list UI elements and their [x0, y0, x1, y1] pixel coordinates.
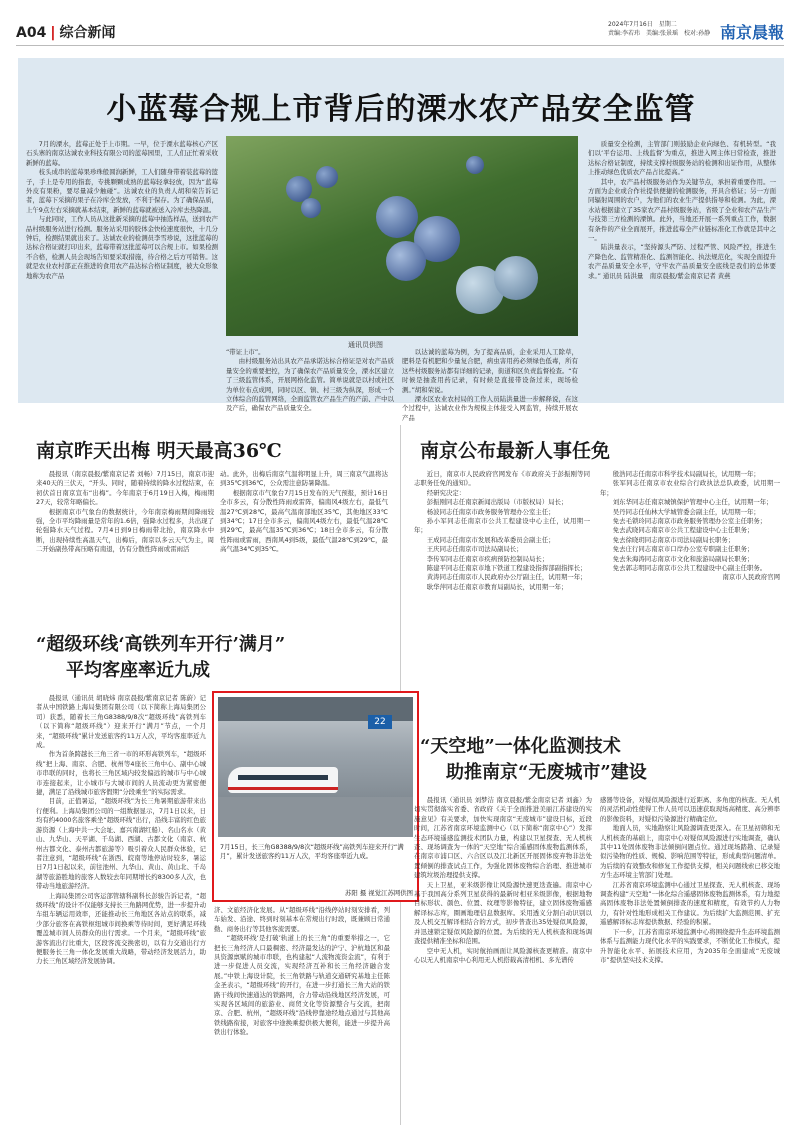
paragraph: 耿华萍同志任南京市教育局副局长，试用期一年；	[426, 582, 568, 591]
paragraph: 陈建平同志任南京市地下铁道工程建设指挥部副指挥长；	[426, 564, 587, 573]
paragraph: 彭振刚同志任南京新闻出版局（市版权局）局长；	[426, 498, 568, 507]
paragraph: 空中无人机，实时航拍画面让风险源核查更精准。南京中心以无人机南京中心利用无人机搭载高清相机、多光谱传	[414, 946, 592, 964]
tiankongdi-headline-line-1: “天空地”一体化监测技术	[420, 736, 621, 757]
berry-shape	[316, 166, 338, 188]
paragraph: 免去武晓同志南京市公共工程建设中心主任职务；	[612, 526, 754, 535]
paragraph: 王成同志任南京市发展和改革委员会副主任；	[426, 535, 555, 544]
railway-column-1	[36, 694, 206, 1124]
paragraph: 与此同时，工作人员从这批新采摘的蓝莓中抽选样品，送到农产品村级服务站进行检测。服务站采用的胶体金快检速度很快，十几分钟后，检测结果就出来了。达诚农业的检测员李雪珍说，这批蓝莓的达标合格证就打印出来，蓝莓带着这批蓝莓可以合规上市。如果检测不合格，检测人员会现场告知要采取措施，待合格之后方可销售。这就是农业农村部正在推进的食用农产品达标合格证制度，被大众形象地称为农产品	[26, 215, 218, 280]
railway-headline-line-1: “超级环线‘高铁列车开行’满月”	[36, 634, 286, 655]
paragraph: 地面人员，实地勘察让风险源调查更深入。在卫星初筛和无人机核查的基础上，南京中心对疑似风险源进行实地调查，确认其中11处固体废物非法倾倒问题点位。通过现场踏勘、记录疑似污染物的性质、规模、影响范围等特征，形成典型问题清单。为后续的有效整改和修复工作提供支撑，相关问题线索已移交地方生态环境主管部门处理。	[600, 824, 780, 880]
page-header	[16, 18, 784, 46]
paragraph: 济、文旅经济化发展。从“超级环线”沿线停站时刻安排看，列车始发、沿途、终到时刻基本在常规出行时段，既兼顾日常通勤、商务出行等其他客流需要。	[214, 906, 390, 933]
train-photo	[218, 697, 413, 837]
paragraph: 杨波同志任南京市政务服务管理办公室主任；	[426, 507, 555, 516]
platform-sign: 22	[368, 715, 392, 729]
tiankongdi-column-2	[600, 796, 780, 1126]
train-window	[238, 775, 328, 780]
paragraph: 晨报讯（通讯员 胡晓炜 南京晨报/紫南京记者 陈蔚）记者从中国铁路上海局集团有限公司（以下简称上海局集团公司）获悉，随着长三角G8388/9/8次“超级环线”高铁列车（以下简称“超级环线”）迎来开行“满月”节点，一个月来，“超级环线”累计发送旅客约11万人次，平均客座率近九成。	[36, 694, 206, 750]
feature-article	[18, 58, 784, 422]
paragraph: 王庆同志任南京市司法局副局长；	[426, 545, 523, 554]
paragraph: 免去朱海涛同志南京市文化和旅游局副局长职务；	[612, 554, 754, 563]
appointments-column-2	[600, 470, 780, 706]
page-number: A04	[16, 25, 47, 41]
paragraph: 天上卫星，亚米级影像让风险源快速更迭查遍。南京中心基于我国高分系列卫星获得的最新时相亚米级影像，根据地物目标形状、颜色、位置、纹理等影像特征，建立固体废物遥感解译标志库，圈画地理信息数据库。采用透义分割自动识别以及人机交互解译相结合的方式，初步普查出35处疑似风险源，并迅速锁定疑似风险源的位置。为后续的无人机核查和现场调查提供精准坐标和范围。	[414, 880, 592, 946]
berry-shape	[466, 156, 484, 174]
paragraph: 殷浩同志任南京市科学技术局副局长，试用期一年；	[612, 470, 760, 478]
paragraph: 免去郭志明同志南京市公共工程建设中心副主任职务。	[612, 564, 767, 573]
paragraph: 张军同志任南京市农业综合行政执法总队政委，试用期一年；	[600, 479, 780, 497]
paragraph: 7月的溧水，蓝莓正处于上市期。一早，位于溧水蓝莓核心产区石头寨的南京达诚农业科技有限公司的蓝莓园里，工人们正忙着采收新鲜的蓝莓。	[26, 140, 218, 167]
tiankongdi-column-1	[414, 796, 592, 1126]
paragraph: 晨报讯（南京晨报/紫南京记者 刘畅）7月15日，南京市迎来40天的三伏天，“开头、同时，随着持续的降水过程结束，在初伏首日南京宣布“出梅”。今年南京于6月19日入梅，梅雨期27天，较常年略偏长。	[36, 470, 214, 507]
page-section-label	[16, 22, 115, 42]
paragraph: 根据南京市气象台7月15日发布的天气预报，预计16日全市多云，有分散性阵雨或雷阵，偏南风4级左右，最低气温27℃到28℃，最高气温南部地区35℃，其他地区33℃到34℃；17日全市多云，偏南风4级左右，最低气温28℃到29℃，最高气温35℃到36℃；18日全市多云，有分散性阵雨或雷雨，西南风4到5级，最低气温28℃到29℃，最高气温34℃到35℃。	[220, 488, 388, 554]
feature-column-4	[588, 140, 776, 398]
paragraph: 质量安全检测，主管部门则鼓励企业向绿色、有机转型。“我们以‘平台运用、上线监督’为重点，推进入网主体日常检查，推进达标合格证制度，持续支撑村级服务站的检测和出证作用，从整体上推动绿色优质农产品占比提高。”	[588, 140, 776, 177]
appointments-headline: 南京公布最新人事任免	[420, 440, 611, 462]
paragraph: 感器等设备，对疑似风险源进行近距离、多角度的核查。无人机的灵活机动性使得工作人员可以迅速获取现场高精度、高分辨率的影像资料，对疑似污染源进行精确定位。	[600, 796, 780, 823]
berry-shape	[494, 256, 538, 300]
paragraph: 动。此外，出梅后南京气温将明显上升，周三南京气温将达到35℃到36℃，公众需注意防暑降温。	[220, 470, 388, 488]
weather-column-2	[220, 470, 388, 600]
paragraph: “带证上市”。	[226, 348, 265, 356]
paragraph: 其中，农产品村级服务站作为关键节点，承担着重要作用。一方面为企业或合作社提供便捷的检测服务，开具合格证；另一方面同辐射周围的农户，为他们的农业生产提供指导和检测。为此，溧水站根据建立了35家农产品村级服务站，省级了全业和农产品生产与技第三方检测的溧镇。此外，当地还开展一系列重点工作，数据有条件的产业全面展开，推进蓝莓全产业链标准化工作就是其中之一。	[588, 177, 776, 243]
paragraph: 下一步，江苏省南京环境监测中心将围绕提升生态环境监测体系与监测能力现代化水平的实践要求，不断优化工作模式，提升智能化水平、拓展技术应用，为2035年全面建成“无废城市”提供坚实技术支撑。	[600, 927, 780, 964]
berry-shape	[376, 196, 418, 238]
section-name: 综合新闻	[59, 25, 116, 41]
feature-column-3	[402, 348, 578, 422]
newspaper-logo: 南京晨報	[719, 23, 784, 42]
paragraph: 江苏省南京环境监测中心通过卫星探查、无人机核查、现场调查构建“天空地”一体化综合遥感固体废物监测体系，有力地提高固体废物非法处置倾倒排查的速度和精度，有效节约人力物力，有针对性地形成相关工作建议。为后续扩大监测范围、扩充遥感解译标志库提供数据、经验的积累。	[600, 880, 780, 927]
paragraph: 黄涛同志任南京市人民政府办公厅副主任，试用期一年；	[426, 573, 587, 582]
railway-headline-line-2: 平均客座率近九成	[66, 660, 210, 681]
paragraph: 刘东华同志任南京城镇保护管理中心主任，试用期一年；	[612, 498, 773, 507]
paragraph: 陆洪量表示，“坚持源头严防、过程严管、风险严控，推进生产降色化、监管精准化、监测智能化、执法规范化，实现全面提升农产品质量安全水平，守牢农产品质量安全底线是我们的总体要求。” 通讯员 陆洪量 南京晨报/紫金南京记者 黄燕	[588, 243, 776, 280]
feature-photo-credit: 通讯员供图	[348, 341, 383, 349]
berry-shape	[301, 198, 321, 218]
paragraph: 作为首条跨越长三角三省一市的环形高铁列车，“超级环线”把上海、南京、合肥、杭州等4座长三角中心、副中心城市串联的同时，也将长三角区域内较发偏远的城市与中心城市连接起来，让小城市与大城市间的人员流动更为紧密便捷，满足了沿线城市旅客假期“分段乘坐”的实际需求。	[36, 750, 206, 797]
train-photo-caption: 7月15日，长三角G8388/9/8次“超级环线”高铁列车迎来开行“满月”，累计发送旅客约11万人次，平均客座率近九成。	[220, 843, 404, 860]
paragraph: 目前，正值暑运，“超级环线”为长三角暑期旅游带来出行便利。上海局集团公司的一组数据显示，7月1日以来，日均有约4000名旅客乘坐“超级环线”出行，沿线丰富的红色旅游资源（上海中共一大会址、嘉兴南湖红船）、名山名水（黄山、九华山、天平湖、千岛湖、西湖、古都文化（南京、杭州古都文化、泰州古都旅游等）吸引着众人民群众体验，记者注意到，“超级环线”在浙西、皖南等地停站时较多，暑运日7月1日起以来，前往池州、九华山、黄山、黄山北、千岛湖等旅游胜地的旅客人数较去年同期增长约8300多人次，也带动当地旅游经济。	[36, 797, 206, 891]
feature-column-1	[26, 140, 218, 396]
paragraph: 根据南京市气象台的数据统计，今年南京梅雨期间降雨较强，全市平均降雨量是常年的1.6倍，强降水过程多，共出现了轮强降水天气过程。7月4日到9日梅雨带北抬，南京降水中断，出现持续性高温天气，出梅后，南京以多云天气为主，周二开始副热带高压略有南退，仍有分散性阵雨或雷雨活	[36, 507, 214, 554]
paragraph: 免去庄行同志南京市口岸办公室专职副主任职务；	[612, 545, 754, 554]
paragraph: 近日，南京市人民政府官网发布《市政府关于彭振刚等同志职务任免的通知》。	[414, 470, 590, 488]
train-photo-box	[212, 691, 419, 902]
paragraph: 上海局集团公司客运部管辖科副科长彭骏告诉记者，“超级环线”的设计不仅能够支持长三角路网优势，进一步提升动车组车辆运用效率，还能推动长三角地区各站点的联系，减少部分旅客在高铁枢纽城市间换乘等待时间，更好满足环线覆盖城市间人员群众的出行需求。一个月来，“超级环线”旅游客流出行比重大，区段客流交换密切，以有力交通出行方便服务长三角一体化发展重大战略，带动经济发展活力，助力长三角区域经济发展协调。	[36, 891, 206, 966]
paragraph: 经研究决定：	[426, 488, 466, 497]
header-separator: |	[50, 25, 56, 41]
paragraph: 晨报讯（通讯员 刘梦洁 南京晨报/紫金南京记者 刘鑫）为切实贯彻落实省委、省政府《关于全面推进美丽江苏建设的实施意见》有关要求，加快实现南京“无废城市”建设目标，近段时间，江苏省南京环境监测中心（以下简称“南京中心”）发挥生态环境遥感监测技术团队力量，构建以卫星探查、无人机核查、现场调查为一体的“天空地”综合遥感固体废物监测体系，在南京市浦口区、六合区以及江北新区开展固体废弃物非法处置倾倒的排查试点工作，为强化固体废物综合治理、推进城市建筑垃圾治理提供支撑。	[414, 796, 592, 880]
tiankongdi-headline-line-2: 助推南京“无废城市”建设	[446, 762, 647, 783]
platform-floor	[218, 797, 413, 837]
header-editors: 责编:李若玮 美编:张景瑶 校对:孙静	[608, 30, 711, 37]
paragraph: 免去徐晓玥同志南京市司法局副局长职务；	[612, 535, 735, 544]
blueberry-photo	[226, 136, 578, 336]
railway-column-2	[214, 906, 390, 1126]
appointments-source: 南京市人民政府官网	[722, 573, 780, 582]
paragraph: 枝头成串的蓝莓果珍珠般圆润新鲜，工人们随身带着装蓝莓的篮子，手上是专用的指套，专挑颗颗成熟的蓝莓轻拿轻放，因为“蓝莓外皮有果粉，要尽量减少触碰”。达诚农业的负责人胡和荣告诉记者，蓝莓下采摘的果子在冷库全发放，不利于保存。为了确保品质，上午9点左右采摘就基本结束，新鲜的蓝莓就被送入冷库去热降温。	[26, 168, 218, 214]
header-date: 2024年7月16日 星期二	[608, 21, 677, 28]
feature-headline: 小蓝莓合规上市背后的溧水农产品安全监管	[106, 92, 696, 127]
weather-column-1	[36, 470, 214, 600]
paragraph: 以达诚的蓝莓为例，为了提高品质，企业采用人工除草，肥料是有机肥和少量复合肥，病虫害用药必须绿色低毒，所有这些村级服务站都有详细的记录，街道和区负责监督检查。“有时候是抽查用药记录，有时候是直接带设备过来，现场检测。”胡和荣说。	[402, 348, 578, 394]
paragraph: 由村级服务站出具农产品承诺达标合格证是对农产品质量安全的重要把控，为了确保农产品质量安全，溧水区建立了三级监管体系，开展网格化监管。简单说就是以村或社区为单位布点成网，同时以区、镇、村三级为纵深，形成一个立体综合的监管网络，全面监管农产品生产的产前、产中以及产后，确保农产品质量安全。	[226, 357, 394, 413]
paragraph: 溧水区农业农村局的工作人员陆洪量进一步解释说，在这个过程中，达诚农业作为规模主体接受入网监管，持续开展农产品	[402, 395, 578, 422]
paragraph: 吴丹同志任仙林大学城管委会副主任，试用期一年；	[612, 507, 760, 516]
train-photo-credit: 苏阳 摄 视觉江苏网供图	[345, 889, 413, 897]
paragraph: 李传军同志任南京市疾病预防控制局局长；	[426, 554, 549, 563]
paragraph: 免去毛锁玲同志南京市政务服务管理办公室主任职务；	[612, 517, 767, 526]
paragraph: “超级环线‘是打破’轨道上的长三角”的重要举措之一，它把长三角经济人口最稠密、经济最发达的沪宁、沪杭地区和最具资源禀赋的城市串联，也构建起“人流物流资金流”，有利于进一步促进人员交流，实现经济互补和长三角经济融合发展。”中铁上海设计院，长三角铁路与轨道交通研究基地主任陈金圣表示，“超级环线”的开行，在进一步打通长三角大站的铁路干线间快速通达的铁路网，合力带动沿线地区经济发展，可实现各区域间的旅游业、商贸文化等资源整合与交流，把南京、合肥、杭州，“超级环线”沿线停靠途经地点通过与其他高铁线路衔接，对旅客中途换乘提供极大便利，能进一步提升高铁出行体验。	[214, 934, 390, 1037]
appointments-column-1	[414, 470, 590, 706]
feature-column-2	[226, 348, 394, 413]
header-meta	[608, 20, 718, 38]
paragraph: 孙小军同志任南京市公共工程建设中心主任，试用期一年；	[414, 517, 590, 535]
berry-shape	[386, 241, 426, 281]
train-stripe	[228, 787, 338, 790]
weather-headline: 南京昨天出梅 明天最高36℃	[36, 440, 282, 462]
